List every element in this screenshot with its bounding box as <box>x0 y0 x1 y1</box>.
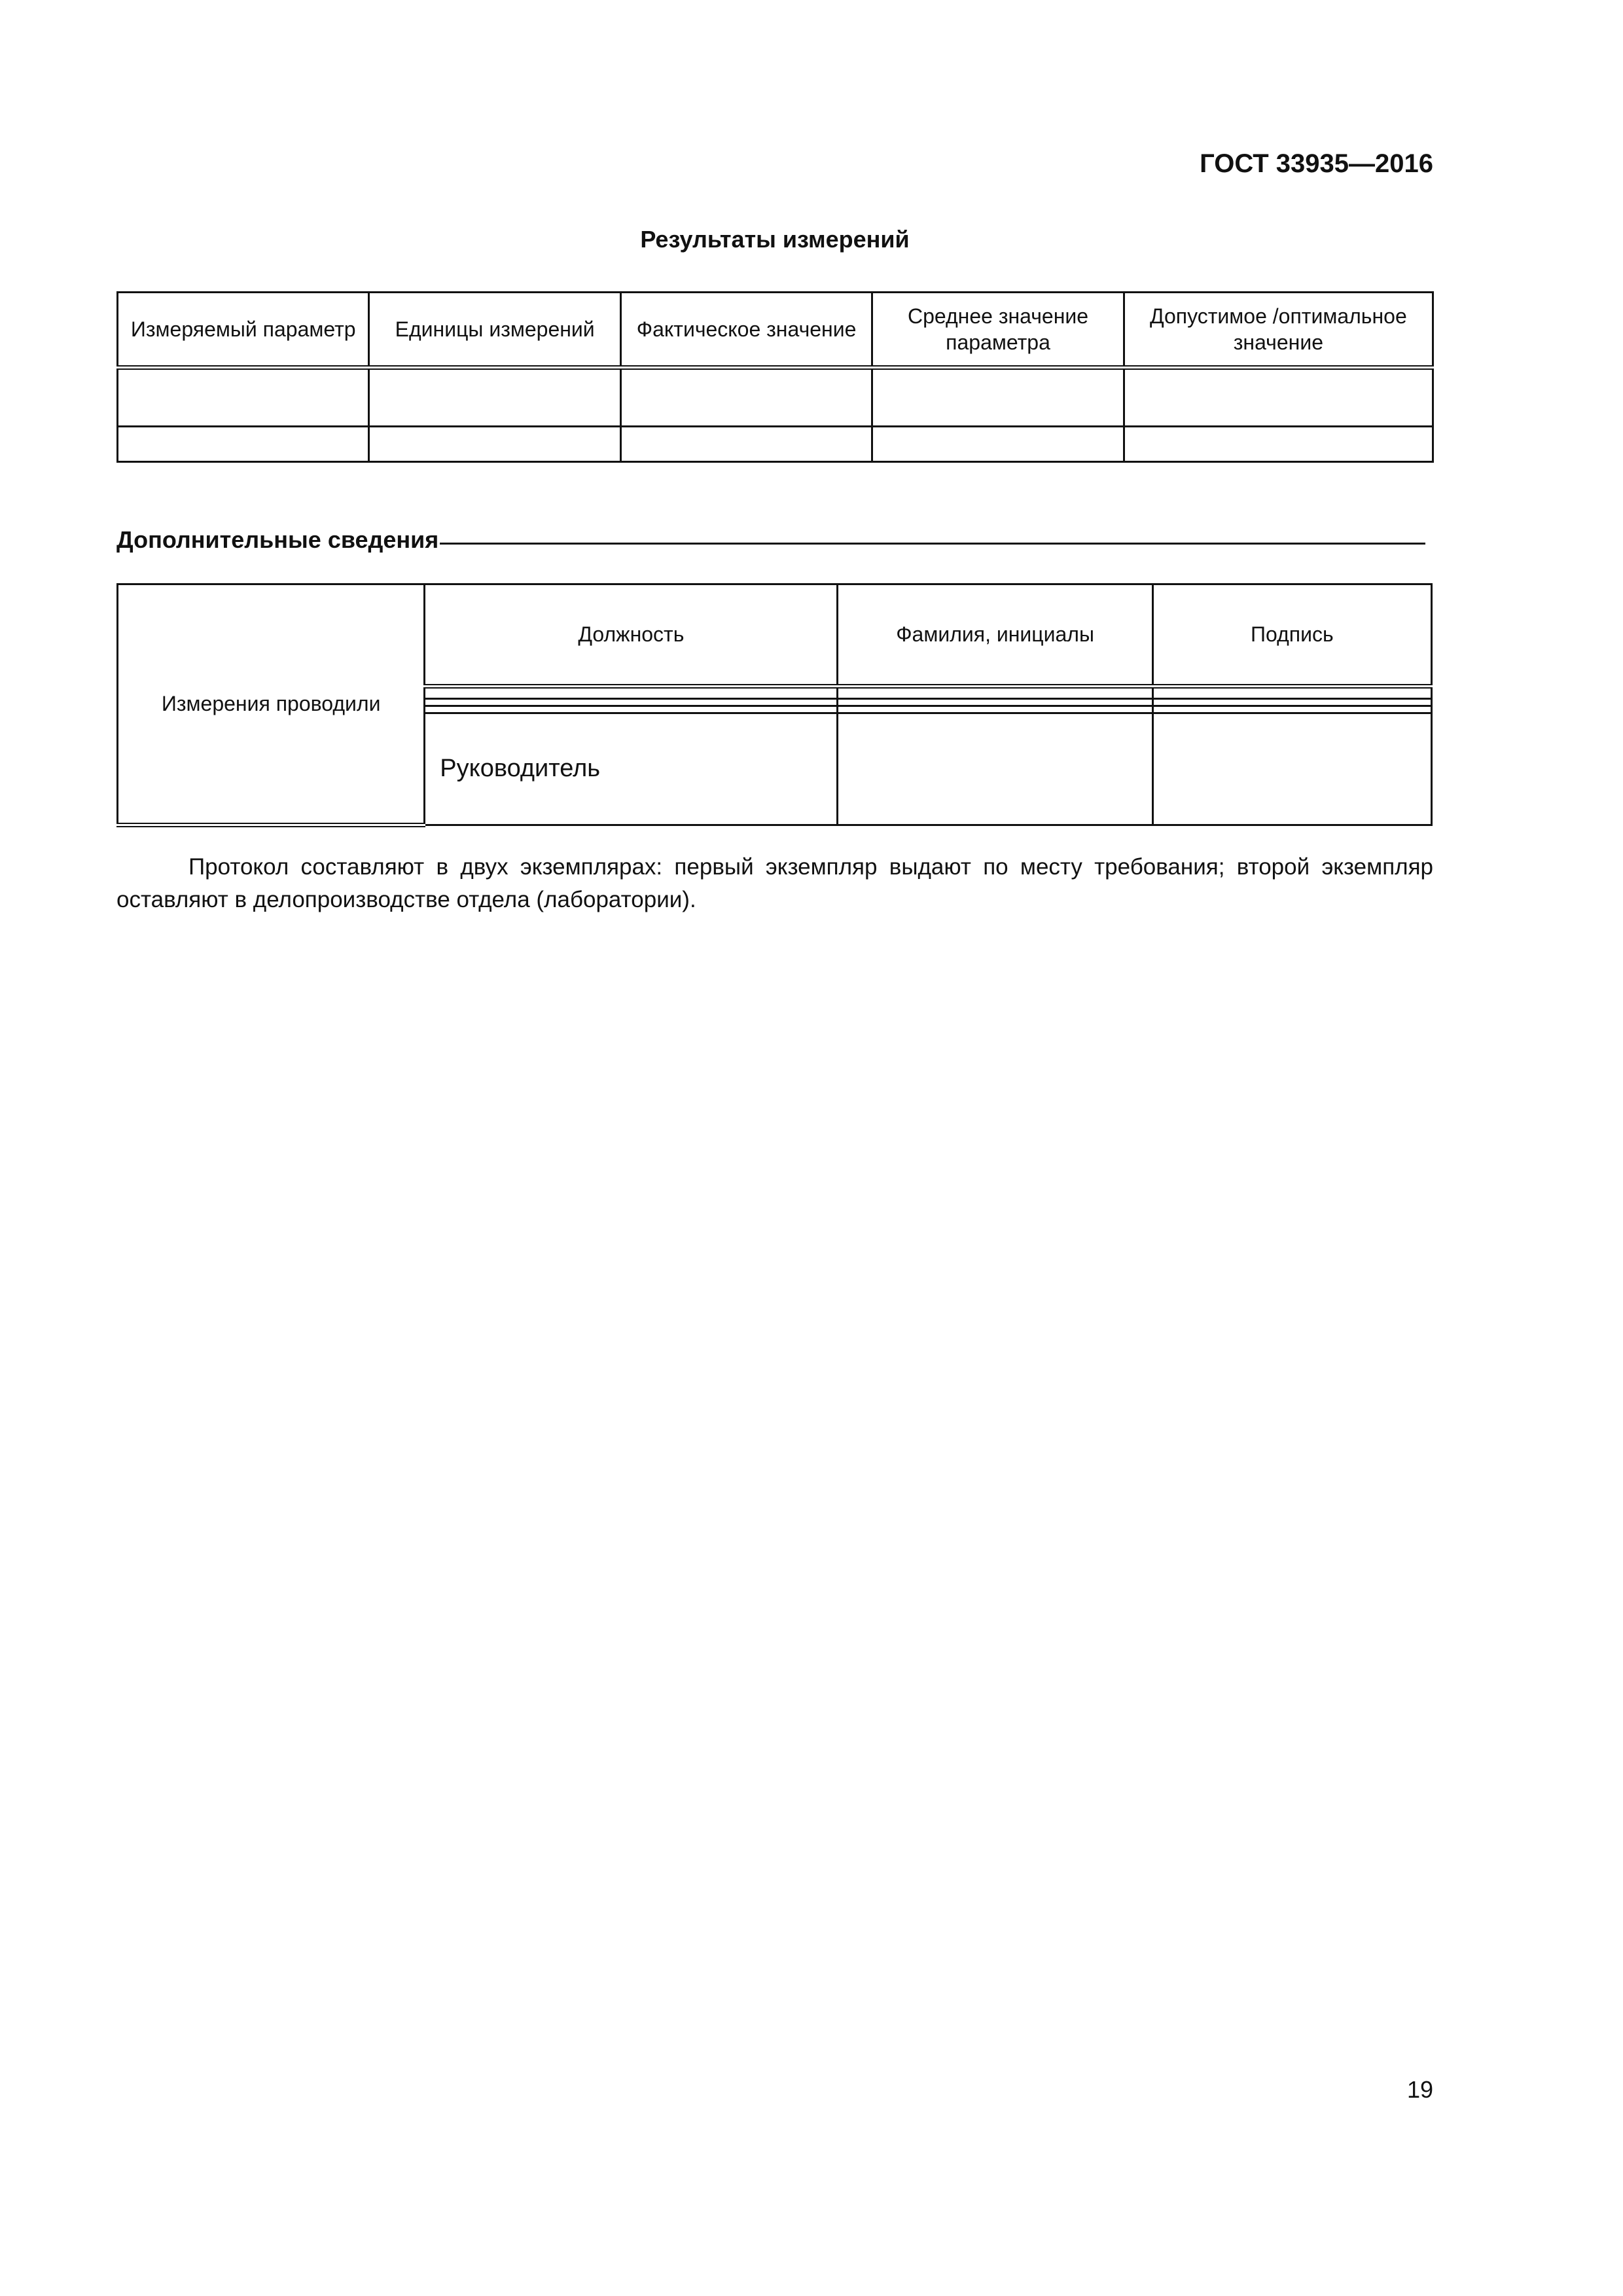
column-header-allowed-value: Допустимое /оптимальное значение <box>1124 293 1433 368</box>
lead-label: Руководитель <box>425 713 838 825</box>
results-cell <box>1124 427 1433 462</box>
staff-cell <box>838 713 1152 825</box>
results-cell <box>369 368 620 427</box>
staff-cell <box>425 706 838 713</box>
column-header-actual-value: Фактическое значение <box>620 293 872 368</box>
results-cell <box>369 427 620 462</box>
column-header-name: Фамилия, инициалы <box>838 584 1152 687</box>
staff-cell <box>838 698 1152 706</box>
column-header-units: Единицы измерений <box>369 293 620 368</box>
column-header-mean-value: Среднее значение параметра <box>872 293 1124 368</box>
protocol-note-text: Протокол составляют в двух экземплярах: первый экземпляр выдают по месту требования; второй экземпляр оставляют в делопроизводстве отдела (лаборатории). <box>116 854 1433 912</box>
results-row <box>118 427 1433 462</box>
staff-header-row <box>118 584 1432 687</box>
staff-cell <box>838 687 1152 699</box>
staff-cell <box>1152 706 1431 713</box>
staff-table <box>116 583 1433 827</box>
document-code: ГОСТ 33935—2016 <box>1200 149 1433 178</box>
additional-info-line <box>440 516 1425 545</box>
results-cell <box>620 427 872 462</box>
page-number: 19 <box>1406 2076 1433 2103</box>
results-header-row <box>118 293 1433 368</box>
additional-info <box>116 514 1425 554</box>
results-cell <box>620 368 872 427</box>
results-cell <box>872 427 1124 462</box>
staff-cell <box>1152 687 1431 699</box>
staff-cell <box>1152 698 1431 706</box>
results-table-title: Результаты измерений <box>640 226 910 253</box>
staff-row-label: Измерения проводили <box>118 584 425 825</box>
staff-cell <box>425 698 838 706</box>
additional-info-label: Дополнительные сведения <box>116 526 439 553</box>
column-header-position: Должность <box>425 584 838 687</box>
results-cell <box>872 368 1124 427</box>
results-row <box>118 368 1433 427</box>
column-header-signature: Подпись <box>1152 584 1431 687</box>
results-cell <box>1124 368 1433 427</box>
results-cell <box>118 427 369 462</box>
column-header-parameter: Измеряемый параметр <box>118 293 369 368</box>
results-cell <box>118 368 369 427</box>
results-table <box>116 291 1434 463</box>
staff-cell <box>838 706 1152 713</box>
staff-cell <box>1152 713 1431 825</box>
protocol-note <box>116 851 1433 916</box>
staff-cell <box>425 687 838 699</box>
